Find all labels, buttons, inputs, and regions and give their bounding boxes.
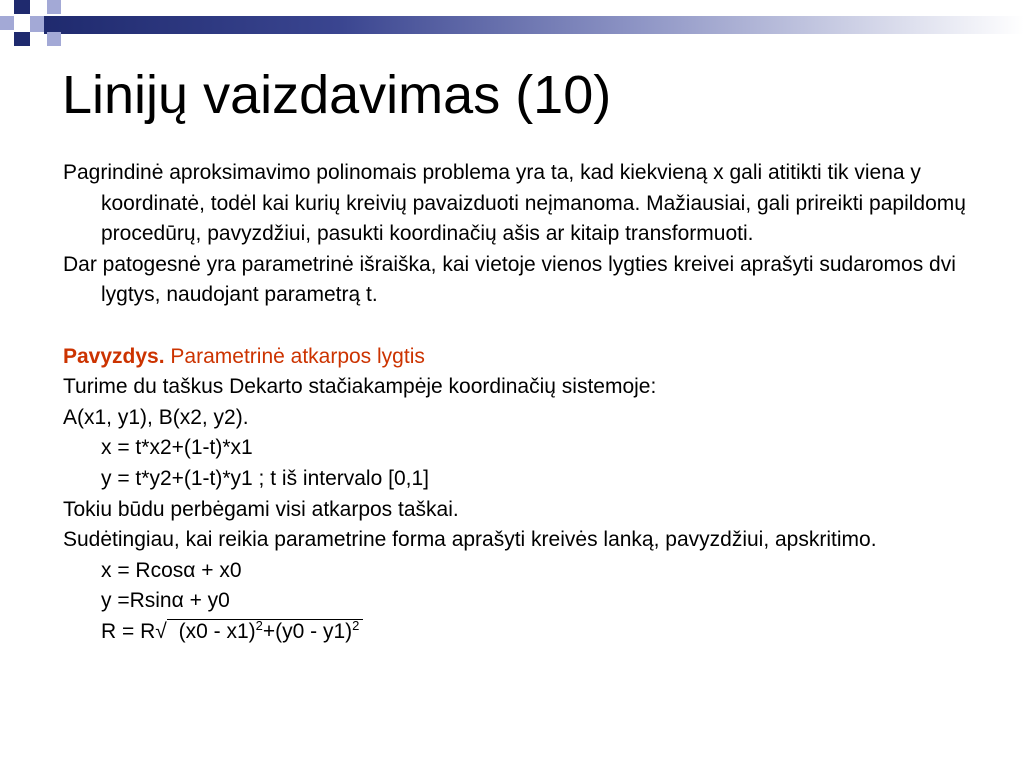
deco-square — [14, 0, 30, 14]
text-line: Tokiu būdu perbėgami visi atkarpos taškai. — [63, 497, 459, 521]
deco-square — [47, 32, 61, 46]
slide-body — [63, 158, 1003, 648]
deco-square — [0, 16, 14, 30]
paragraph-parametric: Dar patogesnė yra parametrinė išraiška, kai vietoje vienos lygties kreivei aprašyti sudaromos dvi lygtys, naudojant parametrą t. — [63, 252, 956, 307]
text-line: A(x1, y1), B(x2, y2). — [63, 405, 249, 429]
equation-line: y = t*y2+(1-t)*y1 ; t iš intervalo [0,1] — [101, 466, 429, 490]
paragraph-intro: Pagrindinė aproksimavimo polinomais problema yra ta, kad kiekvieną x gali atitikti tik viena y koordinatė, todėl kai kurių kreivių pavaizduoti neįmanoma. Mažiausiai, gali prireikti papildomų procedūrų, pavyzdžiui, pasukti koordinačių ašis ar kitaip transformuoti. — [63, 161, 966, 246]
deco-square — [14, 32, 30, 46]
radicand — [167, 619, 364, 643]
radicand-part: (x0 - x1) — [172, 619, 256, 643]
equation-line: x = Rcosα + x0 — [101, 558, 242, 582]
header-gradient-bar — [44, 16, 1024, 34]
radicand-part: +(y0 - y1) — [262, 619, 353, 643]
equation-line: x = t*x2+(1-t)*x1 — [101, 436, 253, 460]
deco-square — [47, 0, 61, 14]
radius-prefix: R = R√ — [101, 619, 167, 643]
spacer — [63, 311, 1003, 342]
example-label: Pavyzdys. — [63, 344, 165, 368]
slide-title: Linijų vaizdavimas (10) — [62, 65, 612, 125]
deco-square — [30, 16, 44, 32]
example-heading — [63, 342, 1003, 373]
text-line: Turime du taškus Dekarto stačiakampėje koordinačių sistemoje: — [63, 375, 657, 399]
radius-equation — [63, 617, 1003, 648]
example-title: Parametrinė atkarpos lygtis — [170, 344, 425, 368]
exponent: 2 — [352, 617, 360, 633]
exponent: 2 — [255, 617, 263, 633]
paragraph-arc: Sudėtingiau, kai reikia parametrine forma aprašyti kreivės lanką, pavyzdžiui, apskritimo. — [63, 528, 877, 552]
equation-line: y =Rsinα + y0 — [101, 589, 230, 613]
